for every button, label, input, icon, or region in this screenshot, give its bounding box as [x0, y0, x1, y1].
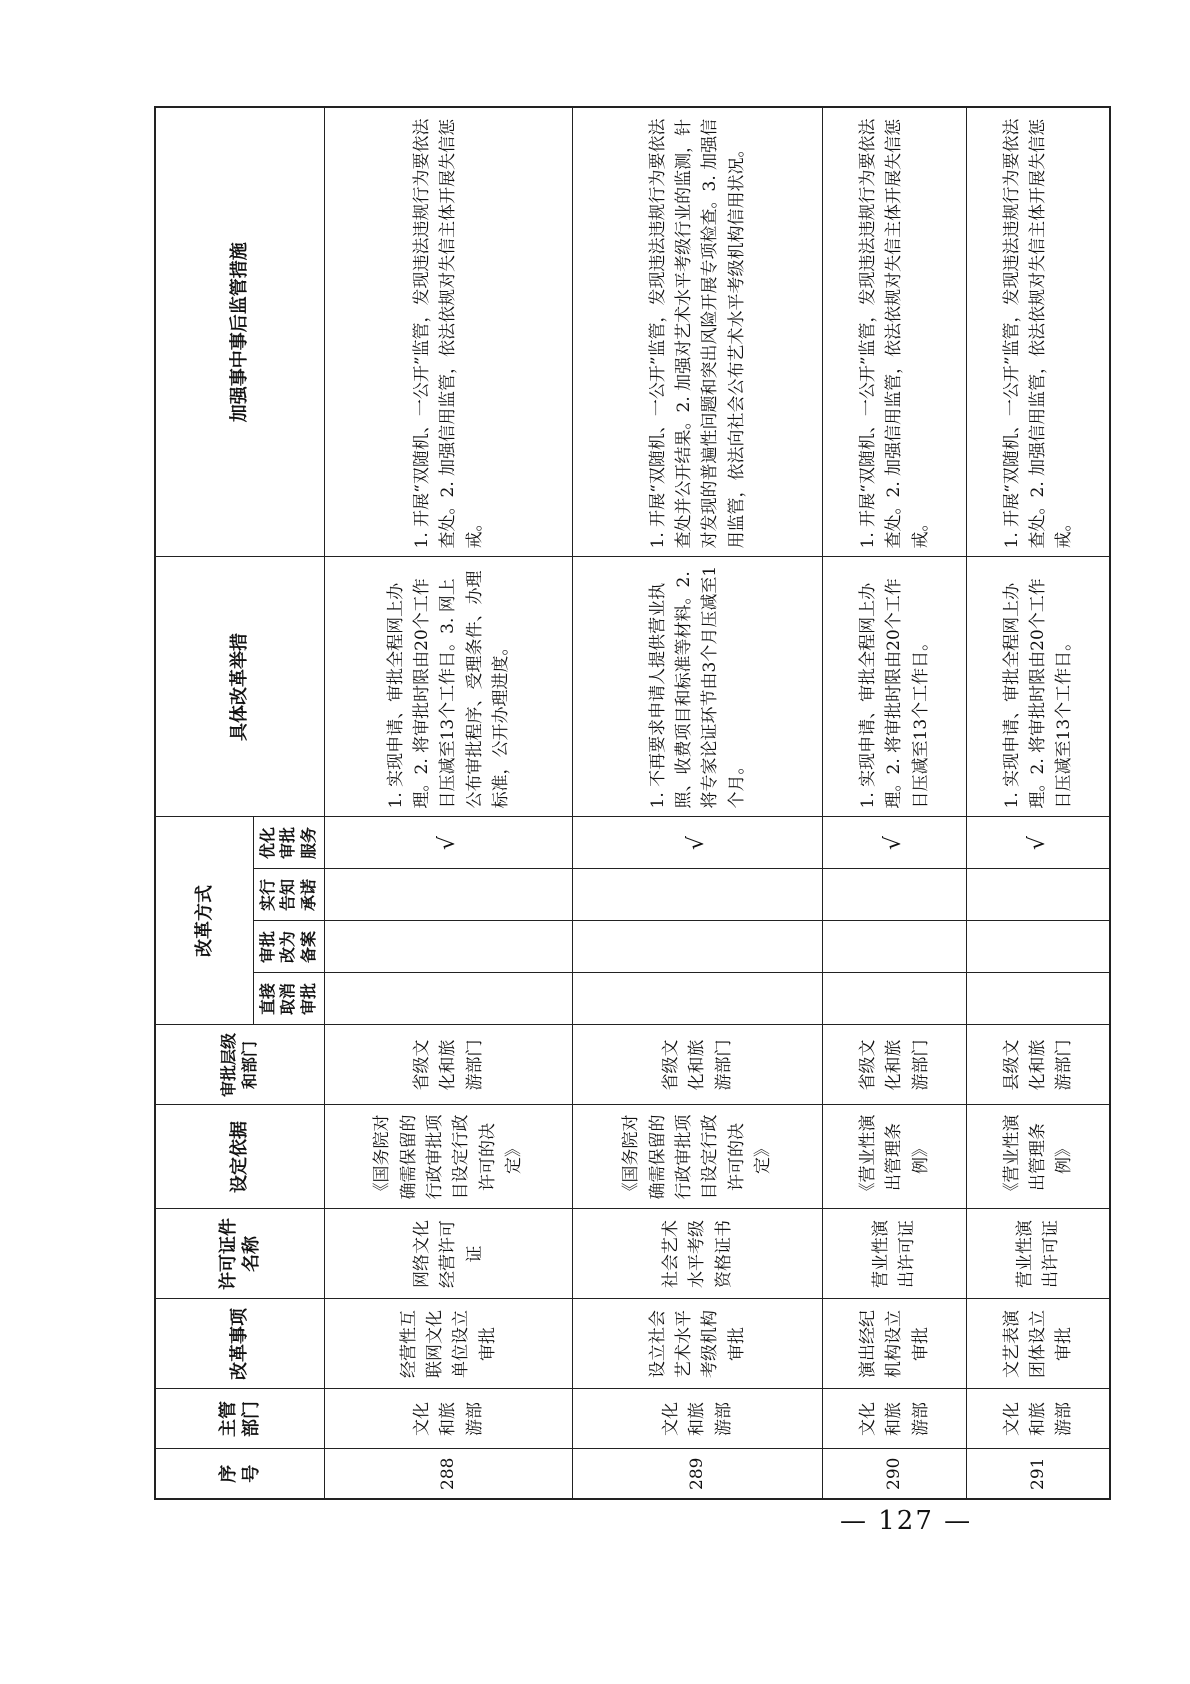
cell-measures: 1. 实现申请、审批全程网上办理。2. 将审批时限由20个工作日压减至13个工作日。 — [966, 557, 1110, 817]
reform-table — [154, 106, 1111, 1500]
header-supervision: 加强事中事后监管措施 — [155, 107, 324, 557]
header-method-filing: 审批改为备案 — [253, 921, 324, 973]
cell-measures: 1. 不再要求申请人提供营业执照、收费项目和标准等材料。2. 将专家论证环节由3个月压减至1个月。 — [572, 557, 822, 817]
cell-dept: 文化和旅游部 — [822, 1389, 966, 1449]
cell-method-notify — [966, 869, 1110, 921]
cell-method-filing — [324, 921, 572, 973]
cell-license: 网络文化经营许可证 — [324, 1209, 572, 1299]
cell-item: 设立社会艺术水平考级机构审批 — [572, 1299, 822, 1389]
header-basis: 设定依据 — [155, 1105, 324, 1209]
cell-supervision: 1. 开展“双随机、一公开”监管，发现违法违规行为要依法查处。2. 加强信用监管，依法依规对失信主体开展失信惩戒。 — [966, 107, 1110, 557]
header-method-optimize: 优化审批服务 — [253, 817, 324, 869]
cell-method-filing — [572, 921, 822, 973]
header-method-cancel: 直接取消审批 — [253, 973, 324, 1025]
rotated-table-container — [154, 118, 1075, 1500]
cell-method-optimize: √ — [324, 817, 572, 869]
cell-license: 社会艺术水平考级资格证书 — [572, 1209, 822, 1299]
cell-method-notify — [572, 869, 822, 921]
cell-dept: 文化和旅游部 — [572, 1389, 822, 1449]
cell-basis: 《营业性演出管理条例》 — [822, 1105, 966, 1209]
cell-method-notify — [822, 869, 966, 921]
header-item: 改革事项 — [155, 1299, 324, 1389]
header-dept: 主管部门 — [155, 1389, 324, 1449]
header-license: 许可证件名称 — [155, 1209, 324, 1299]
table-row — [822, 107, 966, 1499]
cell-measures: 1. 实现申请、审批全程网上办理。2. 将审批时限由20个工作日压减至13个工作日。 — [822, 557, 966, 817]
cell-level: 县级文化和旅游部门 — [966, 1025, 1110, 1105]
cell-supervision: 1. 开展“双随机、一公开”监管，发现违法违规行为要依法查处并公开结果。2. 加强对艺术水平考级行业的监测，针对发现的普遍性问题和突出风险开展专项检查。3. 加强信用监管，依法向社会公布艺术水平考级机构信用状况。 — [572, 107, 822, 557]
header-methods-group: 改革方式 — [155, 817, 253, 1025]
table-row — [324, 107, 572, 1499]
cell-item: 文艺表演团体设立审批 — [966, 1299, 1110, 1389]
cell-method-optimize: √ — [966, 817, 1110, 869]
cell-method-optimize: √ — [822, 817, 966, 869]
cell-dept: 文化和旅游部 — [324, 1389, 572, 1449]
cell-level: 省级文化和旅游部门 — [324, 1025, 572, 1105]
page-number: — 127 — — [840, 1506, 973, 1536]
cell-level: 省级文化和旅游部门 — [572, 1025, 822, 1105]
cell-license: 营业性演出许可证 — [966, 1209, 1110, 1299]
cell-method-cancel — [324, 973, 572, 1025]
cell-method-cancel — [822, 973, 966, 1025]
header-method-notify: 实行告知承诺 — [253, 869, 324, 921]
cell-seq: 290 — [822, 1449, 966, 1499]
cell-license: 营业性演出许可证 — [822, 1209, 966, 1299]
cell-method-notify — [324, 869, 572, 921]
cell-basis: 《营业性演出管理条例》 — [966, 1105, 1110, 1209]
header-seq: 序号 — [155, 1449, 324, 1499]
cell-measures: 1. 实现申请、审批全程网上办理。2. 将审批时限由20个工作日压减至13个工作日。3. 网上公布审批程序、受理条件、办理标准，公开办理进度。 — [324, 557, 572, 817]
cell-method-cancel — [572, 973, 822, 1025]
table-row — [572, 107, 822, 1499]
cell-basis: 《国务院对确需保留的行政审批项目设定行政许可的决定》 — [324, 1105, 572, 1209]
cell-basis: 《国务院对确需保留的行政审批项目设定行政许可的决定》 — [572, 1105, 822, 1209]
cell-supervision: 1. 开展“双随机、一公开”监管，发现违法违规行为要依法查处。2. 加强信用监管，依法依规对失信主体开展失信惩戒。 — [324, 107, 572, 557]
cell-method-filing — [966, 921, 1110, 973]
cell-method-filing — [822, 921, 966, 973]
header-measures: 具体改革举措 — [155, 557, 324, 817]
cell-method-cancel — [966, 973, 1110, 1025]
table-row — [966, 107, 1110, 1499]
cell-seq: 288 — [324, 1449, 572, 1499]
cell-supervision: 1. 开展“双随机、一公开”监管，发现违法违规行为要依法查处。2. 加强信用监管，依法依规对失信主体开展失信惩戒。 — [822, 107, 966, 557]
cell-item: 经营性互联网文化单位设立审批 — [324, 1299, 572, 1389]
cell-item: 演出经纪机构设立审批 — [822, 1299, 966, 1389]
cell-method-optimize: √ — [572, 817, 822, 869]
cell-seq: 291 — [966, 1449, 1110, 1499]
header-level: 审批层级和部门 — [155, 1025, 324, 1105]
cell-seq: 289 — [572, 1449, 822, 1499]
cell-level: 省级文化和旅游部门 — [822, 1025, 966, 1105]
cell-dept: 文化和旅游部 — [966, 1389, 1110, 1449]
